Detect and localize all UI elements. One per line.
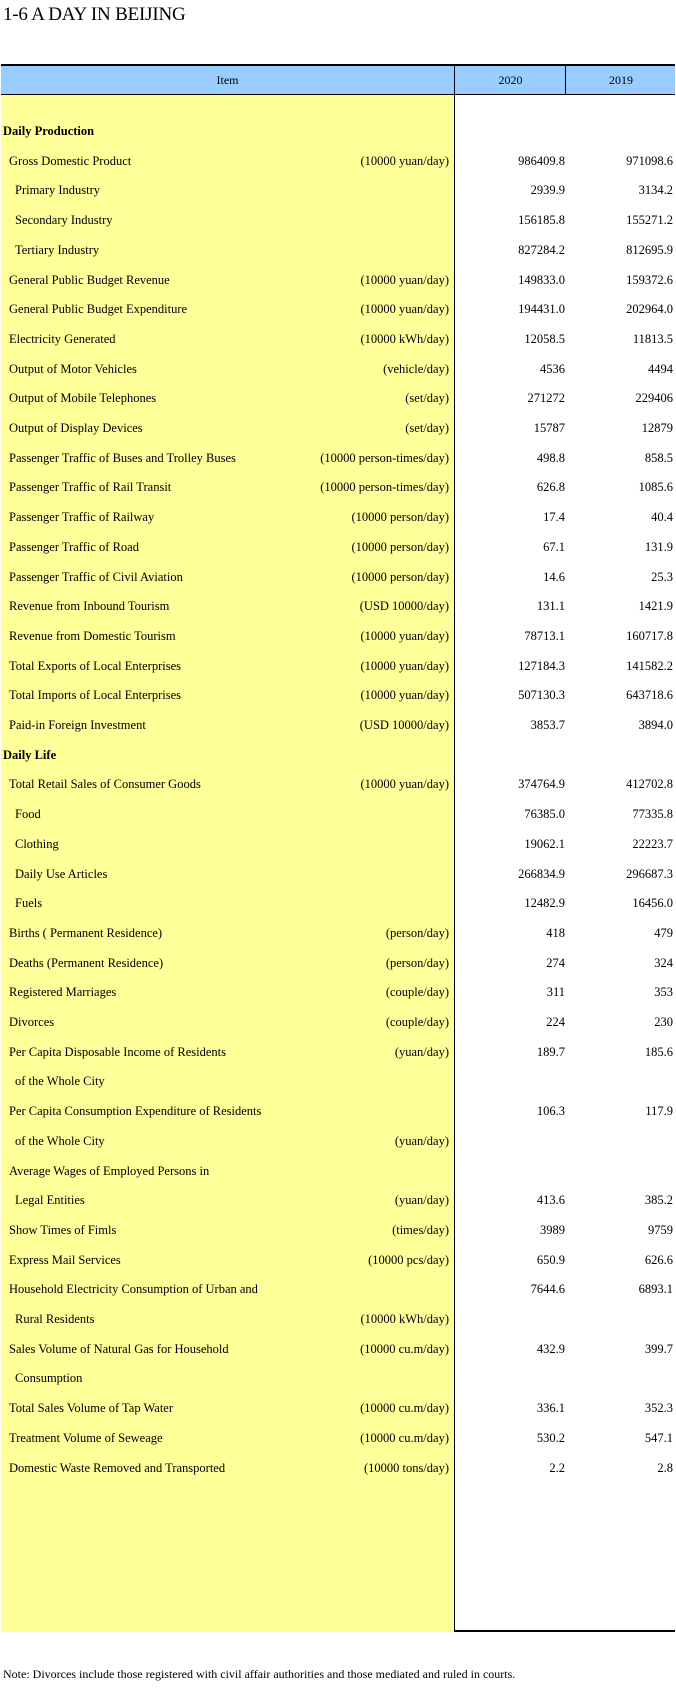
- table-row: [0, 353, 676, 385]
- value-2019: 412702.8: [626, 777, 673, 792]
- row-unit: (10000 yuan/day): [360, 272, 449, 287]
- value-2020: 149833.0: [518, 272, 565, 287]
- value-2019: 160717.8: [626, 628, 673, 643]
- value-2019: 155271.2: [626, 213, 673, 228]
- table-row: [0, 145, 676, 177]
- value-2019: 352.3: [644, 1401, 673, 1416]
- row-unit: (10000 yuan/day): [360, 658, 449, 673]
- category-row: [0, 739, 676, 771]
- row-label: Daily Use Articles: [15, 866, 108, 881]
- row-label: Births ( Permanent Residence): [9, 925, 163, 940]
- row-unit: (set/day): [405, 391, 449, 406]
- table-row: [0, 1095, 676, 1127]
- value-2020: 156185.8: [518, 213, 565, 228]
- row-label: Total Exports of Local Enterprises: [9, 658, 181, 673]
- header-item: Item: [216, 73, 239, 87]
- value-2019: 858.5: [644, 450, 673, 465]
- value-2020: 2939.9: [530, 183, 565, 198]
- value-2020: 2.2: [549, 1460, 565, 1475]
- table-row: [0, 561, 676, 593]
- row-label: Show Times of Fimls: [9, 1222, 117, 1237]
- value-2019: 185.6: [644, 1044, 673, 1059]
- value-2020: 827284.2: [518, 242, 565, 257]
- value-2020: 76385.0: [524, 807, 565, 822]
- row-label: Daily Life: [3, 747, 57, 762]
- table-row: [0, 1392, 676, 1424]
- table-row: [0, 1155, 676, 1187]
- row-unit: (10000 yuan/day): [360, 153, 449, 168]
- value-2020: 3989: [540, 1222, 565, 1237]
- value-2020: 986409.8: [518, 153, 565, 168]
- table-row: [0, 1125, 676, 1157]
- value-2020: 498.8: [536, 450, 565, 465]
- row-unit: (10000 kWh/day): [360, 331, 449, 346]
- row-label: Secondary Industry: [15, 213, 113, 228]
- value-2019: 643718.6: [626, 688, 673, 703]
- row-unit: (person/day): [385, 925, 449, 940]
- value-2020: 336.1: [536, 1401, 565, 1416]
- row-unit: (10000 person/day): [351, 510, 449, 525]
- value-2019: 40.4: [651, 510, 673, 525]
- value-2019: 353: [654, 985, 673, 1000]
- value-2020: 418: [546, 925, 565, 940]
- value-2020: 131.1: [536, 599, 565, 614]
- value-2020: 507130.3: [518, 688, 565, 703]
- table-row: [0, 471, 676, 503]
- value-2020: 17.4: [543, 510, 565, 525]
- row-label: Output of Display Devices: [9, 421, 143, 435]
- row-label: Treatment Volume of Seweage: [9, 1430, 163, 1445]
- value-2020: 19062.1: [524, 836, 565, 851]
- row-label: Primary Industry: [15, 183, 101, 198]
- table-row: [0, 798, 676, 830]
- row-unit: (10000 person-times/day): [320, 480, 449, 495]
- row-label: Clothing: [15, 836, 59, 851]
- row-label: Household Electricity Consumption of Urban and: [9, 1282, 258, 1297]
- table-row: [0, 858, 676, 890]
- table-row: [0, 1036, 676, 1068]
- value-2020: 4536: [540, 361, 565, 376]
- row-label: Tertiary Industry: [15, 242, 100, 257]
- table-row: [0, 1065, 676, 1097]
- value-2020: 311: [546, 985, 565, 1000]
- row-label: Deaths (Permanent Residence): [9, 955, 164, 970]
- table-row: [0, 1333, 676, 1365]
- table-note: Note: Divorces include those registered with civil affair authorities and those mediated and ruled in courts.: [3, 1667, 516, 1681]
- row-label: Passenger Traffic of Railway: [9, 510, 155, 525]
- row-unit: (person/day): [385, 955, 449, 970]
- value-2019: 547.1: [644, 1430, 673, 1445]
- row-unit: (yuan/day): [394, 1133, 449, 1148]
- value-2019: 2.8: [657, 1460, 673, 1475]
- row-label: Fuels: [15, 896, 43, 911]
- value-2019: 626.6: [644, 1252, 673, 1267]
- table-row: [0, 828, 676, 860]
- row-label: Output of Mobile Telephones: [9, 391, 157, 406]
- table-row: [0, 768, 676, 800]
- value-2019: 399.7: [644, 1341, 673, 1356]
- table-row: [0, 917, 676, 949]
- row-label: Divorces: [9, 1015, 55, 1029]
- table-row: [0, 1273, 676, 1305]
- value-2019: 22223.7: [632, 836, 673, 851]
- table-row: [0, 1422, 676, 1454]
- row-unit: (10000 yuan/day): [360, 628, 449, 643]
- table-row: [0, 650, 676, 682]
- table-row: [0, 620, 676, 652]
- value-2019: 229406: [635, 391, 673, 406]
- row-label: Electricity Generated: [9, 331, 116, 346]
- value-2020: 12482.9: [524, 896, 565, 911]
- row-label: Sales Volume of Natural Gas for Household: [9, 1341, 229, 1356]
- row-label: Per Capita Consumption Expenditure of Residents: [9, 1104, 262, 1119]
- row-unit: (set/day): [405, 421, 449, 435]
- row-unit: (yuan/day): [394, 1044, 449, 1059]
- value-2019: 9759: [648, 1222, 673, 1237]
- table-row: [0, 412, 676, 444]
- value-2019: 131.9: [644, 539, 673, 554]
- value-2020: 127184.3: [518, 658, 565, 673]
- value-2019: 296687.3: [626, 866, 673, 881]
- table-row: [0, 1244, 676, 1276]
- value-2019: 202964.0: [626, 302, 673, 317]
- value-2019: 159372.6: [626, 272, 673, 287]
- value-2019: 12879: [641, 421, 673, 435]
- value-2020: 650.9: [536, 1252, 565, 1267]
- value-2020: 271272: [527, 391, 565, 406]
- row-label: of the Whole City: [15, 1133, 105, 1148]
- header-year-2019: 2019: [565, 66, 676, 94]
- row-label: Daily Production: [3, 124, 95, 138]
- value-2020: 413.6: [536, 1193, 565, 1208]
- value-2020: 530.2: [536, 1430, 565, 1445]
- table-row: [0, 501, 676, 533]
- row-label: Total Sales Volume of Tap Water: [9, 1401, 174, 1416]
- table-row: [0, 264, 676, 296]
- value-2020: 78713.1: [524, 628, 565, 643]
- row-unit: (couple/day): [385, 985, 449, 1000]
- row-unit: (10000 cu.m/day): [360, 1401, 449, 1416]
- value-2020: 106.3: [536, 1104, 565, 1119]
- row-unit: (10000 pcs/day): [368, 1252, 449, 1267]
- row-label: Consumption: [15, 1371, 83, 1386]
- row-label: Express Mail Services: [9, 1252, 121, 1267]
- row-unit: (10000 yuan/day): [360, 302, 449, 317]
- row-unit: (10000 cu.m/day): [360, 1430, 449, 1445]
- row-label: Food: [15, 807, 41, 822]
- row-unit: (10000 kWh/day): [360, 1312, 449, 1326]
- value-2019: 479: [654, 925, 673, 940]
- value-2020: 266834.9: [518, 866, 565, 881]
- value-2019: 77335.8: [632, 807, 673, 822]
- value-2019: 117.9: [645, 1104, 673, 1119]
- table-row: [0, 1452, 676, 1484]
- value-2019: 230: [654, 1015, 673, 1029]
- value-2019: 385.2: [644, 1193, 673, 1208]
- table-row: [0, 174, 676, 206]
- value-2020: 432.9: [536, 1341, 565, 1356]
- row-unit: (10000 person/day): [351, 539, 449, 554]
- value-2019: 11813.5: [632, 331, 673, 346]
- value-2019: 1421.9: [638, 599, 673, 614]
- table-row: [0, 1362, 676, 1394]
- row-label: General Public Budget Revenue: [9, 272, 170, 287]
- value-2019: 1085.6: [638, 480, 673, 495]
- row-unit: (10000 yuan/day): [360, 777, 449, 792]
- row-unit: (vehicle/day): [383, 361, 449, 376]
- value-2019: 324: [654, 955, 673, 970]
- row-unit: (10000 cu.m/day): [360, 1341, 449, 1356]
- value-2020: 626.8: [536, 480, 565, 495]
- row-label: Revenue from Domestic Tourism: [9, 628, 176, 643]
- row-label: Passenger Traffic of Civil Aviation: [9, 569, 183, 584]
- value-2020: 3853.7: [530, 718, 565, 732]
- value-2020: 274: [546, 955, 565, 970]
- table-row: [0, 382, 676, 414]
- value-2019: 3894.0: [638, 718, 673, 732]
- value-2020: 7644.6: [530, 1282, 565, 1297]
- value-2020: 15787: [533, 421, 565, 435]
- value-2020: 67.1: [543, 539, 565, 554]
- row-unit: (USD 10000/day): [359, 718, 449, 732]
- header-year-2020: 2020: [454, 66, 566, 94]
- table-row: [0, 947, 676, 979]
- table-row: [0, 976, 676, 1008]
- value-2019: 3134.2: [638, 183, 673, 198]
- row-label: Revenue from Inbound Tourism: [9, 599, 170, 614]
- row-unit: (10000 person-times/day): [320, 450, 449, 465]
- row-label: Passenger Traffic of Buses and Trolley Buses: [9, 450, 236, 465]
- row-label: Rural Residents: [15, 1312, 95, 1326]
- table-row: [0, 1006, 676, 1038]
- value-2020: 194431.0: [518, 302, 565, 317]
- row-label: Legal Entities: [15, 1193, 85, 1208]
- row-label: Average Wages of Employed Persons in: [9, 1163, 210, 1178]
- row-unit: (USD 10000/day): [359, 599, 449, 614]
- row-label: Per Capita Disposable Income of Residents: [9, 1044, 226, 1059]
- row-unit: (couple/day): [385, 1015, 449, 1029]
- row-label: Passenger Traffic of Rail Transit: [9, 480, 172, 495]
- table-row: [0, 234, 676, 266]
- value-2019: 4494: [648, 361, 673, 376]
- table-row: [0, 442, 676, 474]
- row-label: Output of Motor Vehicles: [9, 361, 137, 376]
- value-2020: 374764.9: [518, 777, 565, 792]
- table-row: [0, 1184, 676, 1216]
- category-row: [0, 115, 676, 147]
- table-row: [0, 293, 676, 325]
- row-label: Domestic Waste Removed and Transported: [9, 1460, 226, 1475]
- row-unit: (10000 tons/day): [363, 1460, 449, 1475]
- row-label: Total Retail Sales of Consumer Goods: [9, 777, 201, 792]
- table-row: [0, 590, 676, 622]
- table-row: [0, 323, 676, 355]
- value-2020: 14.6: [543, 569, 565, 584]
- value-2020: 12058.5: [524, 331, 565, 346]
- value-2020: 224: [546, 1015, 565, 1029]
- value-2020: 189.7: [536, 1044, 565, 1059]
- row-label: Paid-in Foreign Investment: [9, 718, 146, 732]
- value-2019: 6893.1: [638, 1282, 673, 1297]
- value-2019: 971098.6: [626, 153, 673, 168]
- table-row: [0, 887, 676, 919]
- value-2019: 141582.2: [626, 658, 673, 673]
- row-label: Registered Marriages: [9, 985, 117, 1000]
- row-label: General Public Budget Expenditure: [9, 302, 188, 317]
- table-row: [0, 1214, 676, 1246]
- row-unit: (10000 yuan/day): [360, 688, 449, 703]
- table-row: [0, 709, 676, 741]
- row-label: Passenger Traffic of Road: [9, 539, 139, 554]
- value-2019: 16456.0: [632, 896, 673, 911]
- row-unit: (10000 person/day): [351, 569, 449, 584]
- table-row: [0, 679, 676, 711]
- value-2019: 25.3: [651, 569, 673, 584]
- row-label: Total Imports of Local Enterprises: [9, 688, 181, 703]
- table-row: [0, 1303, 676, 1335]
- value-2019: 812695.9: [626, 242, 673, 257]
- table-row: [0, 531, 676, 563]
- row-unit: (times/day): [392, 1222, 449, 1237]
- row-label: of the Whole City: [15, 1074, 105, 1089]
- row-unit: (yuan/day): [394, 1193, 449, 1208]
- table-row: [0, 204, 676, 236]
- page-title: 1-6 A DAY IN BEIJING: [3, 4, 186, 25]
- row-label: Gross Domestic Product: [9, 153, 132, 168]
